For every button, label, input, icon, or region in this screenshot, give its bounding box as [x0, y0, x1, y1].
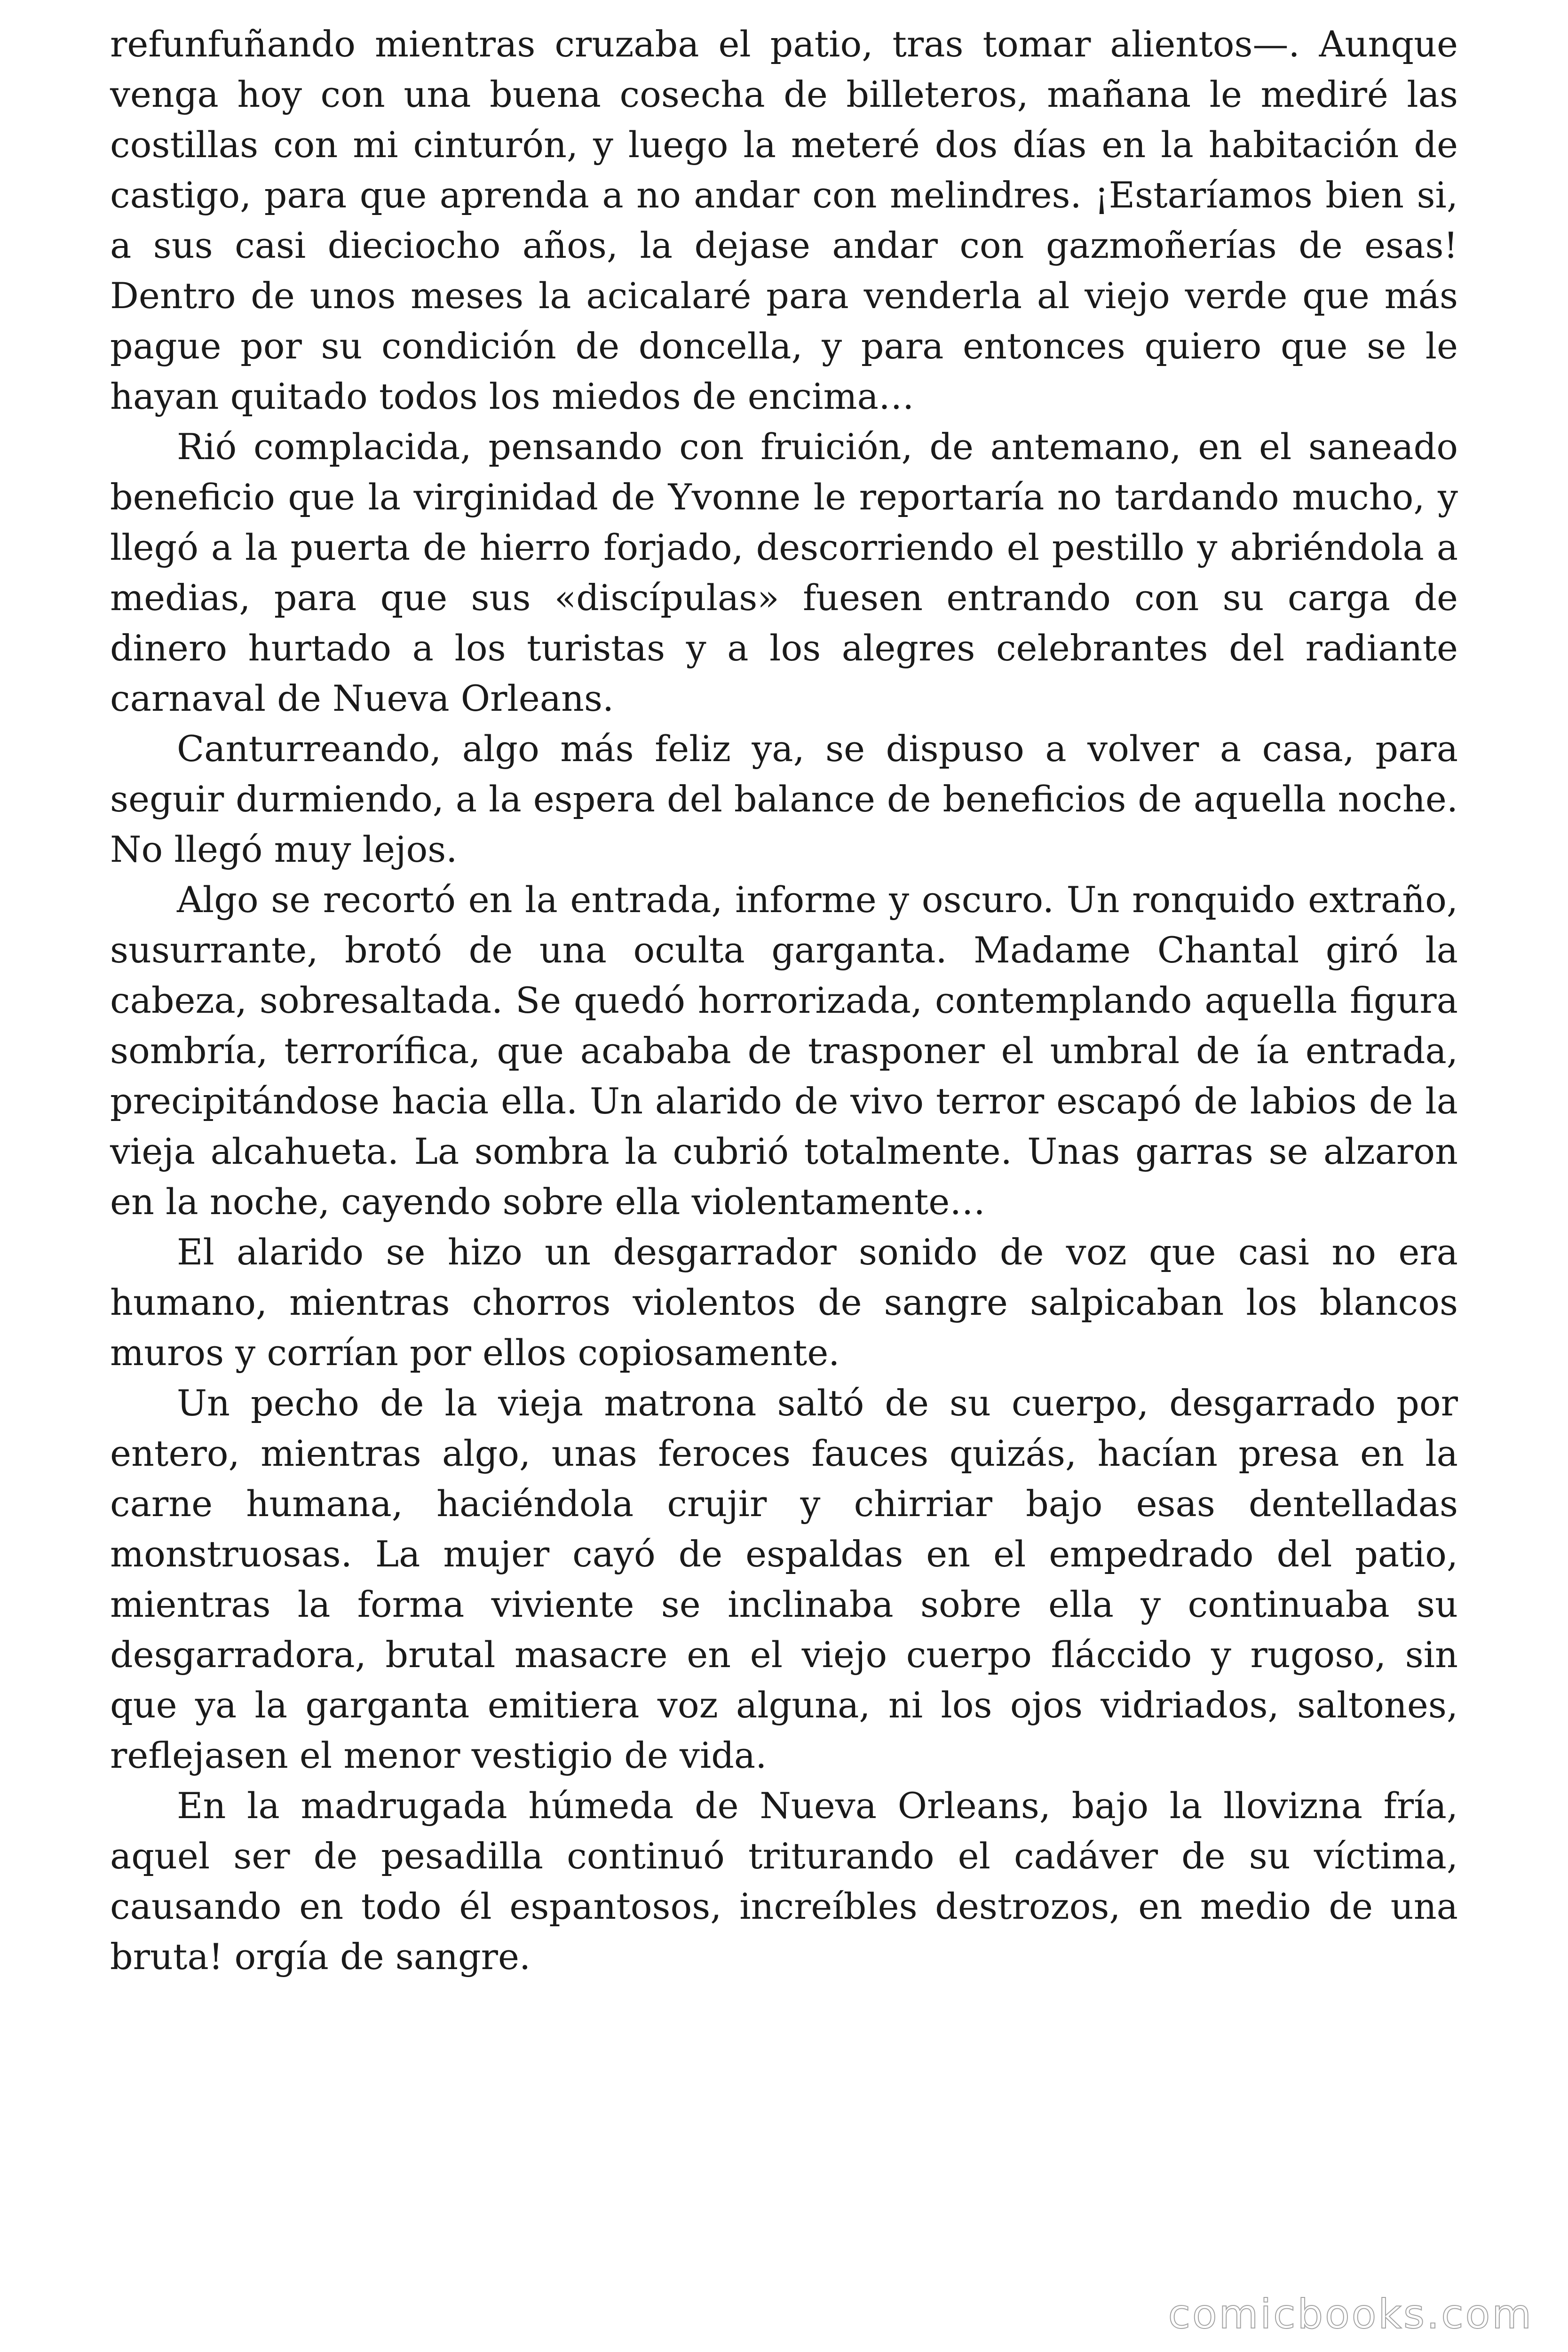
paragraph-3: Canturreando, algo más feliz ya, se dispuso a volver a casa, para seguir durmiendo, a la espera del balance de beneficios de aquella noche. No llegó muy lejos.	[110, 728, 1458, 870]
paragraph-4: Algo se recortó en la entrada, informe y oscuro. Un ronquido extraño, susurrante, brotó de una oculta garganta. Madame Chantal giró la cabeza, sobresaltada. Se quedó horrorizada, contemplando aquella figura sombría, terrorífica, que acababa de trasponer el umbral de ía entrada, precipitándose hacia ella. Un alarido de vivo terror escapó de labios de la vieja alcahueta. La sombra la cubrió totalmente. Unas garras se alzaron en la noche, cayendo sobre ella violentamente…	[110, 879, 1458, 1223]
paragraph-7: En la madrugada húmeda de Nueva Orleans, bajo la llovizna fría, aquel ser de pesadilla continuó triturando el cadáver de su víctima, causando en todo él espantosos, increíbles destrozos, en medio de una bruta! orgía de sangre.	[110, 1785, 1458, 1978]
watermark: comicbooks.com	[1168, 2291, 1533, 2338]
paragraph-5: El alarido se hizo un desgarrador sonido de voz que casi no era humano, mientras chorros violentos de sangre salpicaban los blancos muros y corrían por ellos copiosamente.	[110, 1231, 1458, 1374]
paragraph-2: Rió complacida, pensando con fruición, de antemano, en el saneado beneficio que la virginidad de Yvonne le reportaría no tardando mucho, y llegó a la puerta de hierro forjado, descorriendo el pestillo y abriéndola a medias, para que sus «discípulas» fuesen entrando con su carga de dinero hurtado a los turistas y a los alegres celebrantes del radiante carnaval de Nueva Orleans.	[110, 426, 1458, 719]
page-text-body	[110, 19, 1458, 1982]
paragraph-6: Un pecho de la vieja matrona saltó de su cuerpo, desgarrado por entero, mientras algo, unas feroces fauces quizás, hacían presa en la carne humana, haciéndola crujir y chirriar bajo esas dentelladas monstruosas. La mujer cayó de espaldas en el empedrado del patio, mientras la forma viviente se inclinaba sobre ella y continuaba su desgarradora, brutal masacre en el viejo cuerpo fláccido y rugoso, sin que ya la garganta emitiera voz alguna, ni los ojos vidriados, saltones, reflejasen el menor vestigio de vida.	[110, 1382, 1458, 1776]
paragraph-1: refunfuñando mientras cruzaba el patio, tras tomar alientos—. Aunque venga hoy con una buena cosecha de billeteros, mañana le mediré las costillas con mi cinturón, y luego la meteré dos días en la habitación de castigo, para que aprenda a no andar con melindres. ¡Estaríamos bien si, a sus casi dieciocho años, la dejase andar con gazmoñerías de esas! Dentro de unos meses la acicalaré para venderla al viejo verde que más pague por su condición de doncella, y para entonces quiero que se le hayan quitado todos los miedos de encima…	[110, 23, 1458, 417]
